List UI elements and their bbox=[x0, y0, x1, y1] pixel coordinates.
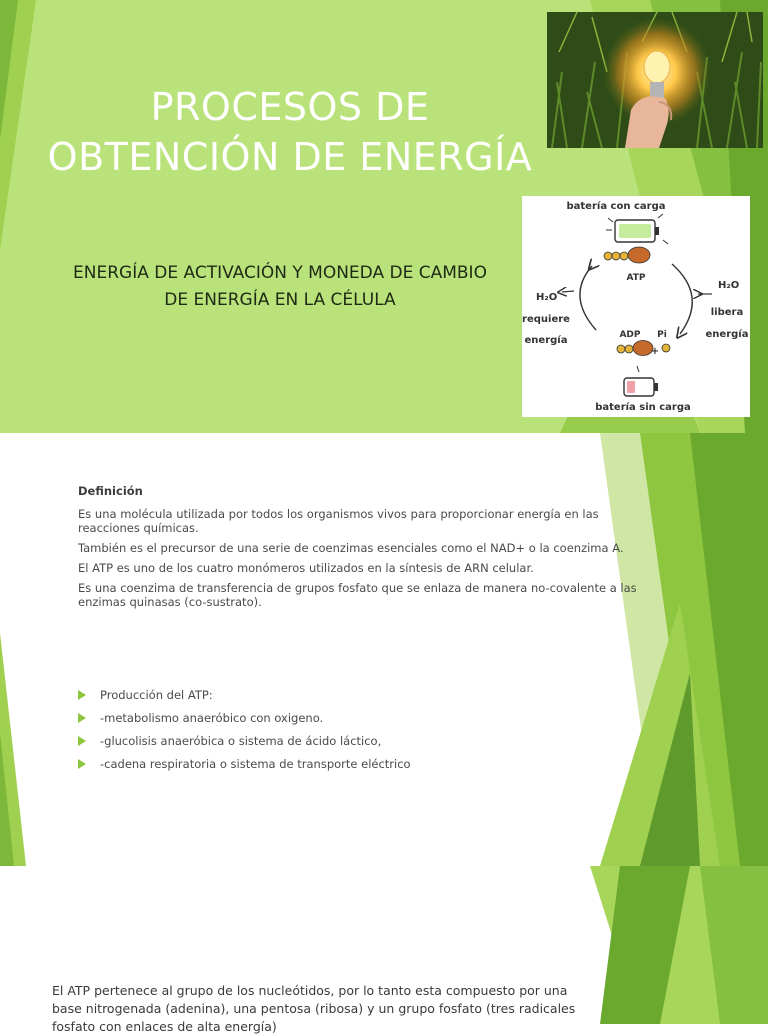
bullet-arrow-icon bbox=[78, 736, 86, 746]
right-water-label: H₂O bbox=[718, 280, 740, 291]
adp-label: ADP bbox=[619, 330, 641, 340]
releases-energy-line: libera bbox=[710, 307, 744, 318]
bullet-arrow-icon bbox=[78, 759, 86, 769]
atp-cycle-diagram bbox=[522, 196, 750, 417]
definition-slide bbox=[0, 433, 768, 866]
requires-energy-line: requiere bbox=[522, 314, 570, 325]
plus-sign: + bbox=[650, 346, 660, 357]
definition-heading: Definición bbox=[78, 484, 143, 498]
left-water-label: H₂O bbox=[536, 292, 558, 303]
list-item-text: -cadena respiratoria o sistema de transporte eléctrico bbox=[100, 757, 411, 771]
definition-text bbox=[78, 484, 638, 615]
bullet-arrow-icon bbox=[78, 713, 86, 723]
charged-battery-icon bbox=[606, 214, 668, 244]
page-title bbox=[40, 82, 540, 182]
list-item bbox=[78, 711, 578, 734]
composition-slide bbox=[0, 866, 768, 1034]
text-line: El ATP pertenece al grupo de los nucleótidos, por lo tanto esta compuesto por una bbox=[52, 983, 568, 998]
releases-energy-line: energía bbox=[705, 329, 749, 340]
title-slide bbox=[0, 0, 768, 433]
list-item-text: -metabolismo anaeróbico con oxigeno. bbox=[100, 711, 324, 725]
adp-molecule-icon bbox=[617, 341, 653, 356]
list-item bbox=[78, 688, 578, 711]
charged-battery-label: batería con carga bbox=[566, 201, 666, 212]
definition-paragraph: También es el precursor de una serie de coenzimas esenciales como el NAD+ o la coenzima A. bbox=[78, 541, 624, 555]
cycle-arrow-left bbox=[580, 266, 596, 330]
subtitle bbox=[38, 260, 522, 314]
text-line: fosfato con enlaces de alta energía) bbox=[52, 1019, 277, 1034]
title-line: OBTENCIÓN DE ENERGÍA bbox=[47, 135, 533, 179]
definition-paragraph: Es una coenzima de transferencia de grupos fosfato que se enlaza de manera no-covalente a las enzimas quinasas (co-sustrato). bbox=[78, 581, 637, 609]
empty-battery-icon bbox=[624, 366, 658, 396]
subtitle-line: DE ENERGÍA EN LA CÉLULA bbox=[164, 290, 396, 310]
atp-composition-text bbox=[52, 982, 612, 1036]
atp-molecule-icon bbox=[604, 247, 650, 263]
phosphate-icon bbox=[662, 344, 670, 352]
text-line: base nitrogenada (adenina), una pentosa (ribosa) y un grupo fosfato (tres radicales bbox=[52, 1001, 576, 1016]
requires-energy-line: energía bbox=[524, 335, 568, 346]
title-line: PROCESOS DE bbox=[150, 85, 430, 129]
empty-battery-label: batería sin carga bbox=[595, 402, 691, 413]
bullet-arrow-icon bbox=[78, 690, 86, 700]
definition-paragraph: El ATP es uno de los cuatro monómeros utilizados en la síntesis de ARN celular. bbox=[78, 561, 534, 575]
water-arrow-left bbox=[562, 291, 574, 292]
lightbulb-grass-photo bbox=[547, 12, 763, 148]
list-item-text: -glucolisis anaeróbica o sistema de ácido láctico, bbox=[100, 734, 382, 748]
definition-paragraph: Es una molécula utilizada por todos los organismos vivos para proporcionar energía en las reacciones químicas. bbox=[78, 507, 599, 535]
subtitle-line: ENERGÍA DE ACTIVACIÓN Y MONEDA DE CAMBIO bbox=[73, 263, 487, 283]
atp-label: ATP bbox=[626, 273, 646, 283]
list-item-text: Producción del ATP: bbox=[100, 688, 213, 702]
list-item bbox=[78, 734, 578, 757]
list-item bbox=[78, 757, 578, 780]
atp-production-list bbox=[78, 688, 578, 780]
cycle-arrow-right bbox=[672, 264, 692, 334]
phosphate-label: Pi bbox=[657, 330, 667, 340]
